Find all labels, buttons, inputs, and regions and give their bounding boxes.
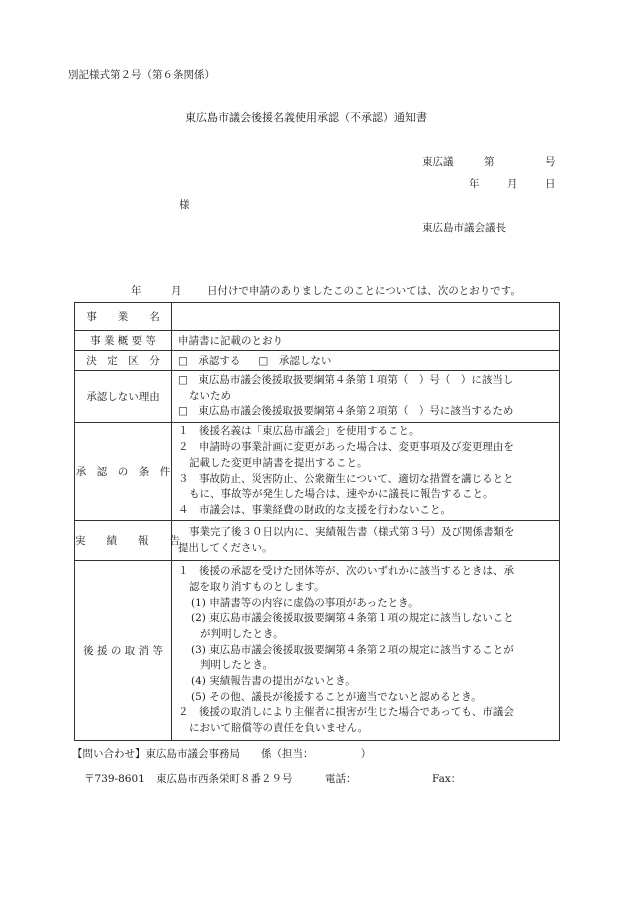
doc-number-prefix: 東広議 <box>422 156 454 168</box>
intro-month: 月 <box>171 285 182 297</box>
row-event-name <box>75 303 560 331</box>
cancellation-line: (4) 実績報告書の提出がないとき。 <box>191 675 356 688</box>
cancellation-line: (1) 申請書等の内容に虚偽の事項があったとき。 <box>191 596 419 609</box>
document-title: 東広島市議会後援名義使用承認（不承認）通知書 <box>185 111 427 124</box>
contact-phone-label: 電話： <box>325 773 357 785</box>
value-decision <box>172 351 560 371</box>
date-year: 年 <box>469 178 480 190</box>
row-summary <box>75 331 560 351</box>
condition-line: ４ 市議会は、事業経費の財政的な支援を行わないこと。 <box>178 503 451 516</box>
condition-line: 記載した変更申請書を提出すること。 <box>189 456 368 469</box>
addressee-sama: 様 <box>179 199 190 211</box>
value-event-name <box>172 303 560 331</box>
contact-postal: 〒739-8601 <box>84 773 145 785</box>
condition-line: ３ 事故防止、災害防止、公衆衛生について、適切な措置を講じるとと <box>178 472 514 485</box>
cancellation-line: が判明したとき。 <box>200 627 284 640</box>
cancellation-line: (3) 東広島市議会後援取扱要綱第４条第２項の規定に該当することが <box>191 643 514 656</box>
cancellation-line: １ 後援の承認を受けた団体等が、次のいずれかに該当するときは、承 <box>178 565 514 578</box>
date-day: 日 <box>545 178 556 190</box>
label-cancellation: 後 援 の 取 消 等 <box>75 561 172 741</box>
label-report: 実 績 報 告 <box>75 521 172 561</box>
reason-line: ないため <box>189 389 231 402</box>
issuer: 東広島市議会議長 <box>422 222 506 234</box>
value-report <box>172 521 560 561</box>
row-cancellation <box>75 561 560 741</box>
condition-line: もに、事故等が発生した場合は、速やかに議長に報告すること。 <box>189 488 494 501</box>
value-cancellation <box>172 561 560 741</box>
value-summary: 申請書に記載のとおり <box>172 331 560 351</box>
label-reason: 承認しない理由 <box>75 371 172 423</box>
contact-address: 東広島市西条栄町８番２９号 <box>156 773 293 785</box>
reason-line: □ 東広島市議会後援取扱要綱第４条第１項第（ ）号（ ）に該当し <box>178 373 514 386</box>
value-conditions <box>172 423 560 521</box>
row-report <box>75 521 560 561</box>
cancellation-line: ２ 後援の取消しにより主催者に損害が生じた場合であっても、市議会 <box>178 706 514 719</box>
reason-line: □ 東広島市議会後援取扱要綱第４条第２項第（ ）号に該当するため <box>178 405 514 418</box>
cancellation-line: (5) その他、議長が後援することが適当でないと認めるとき。 <box>191 690 482 703</box>
option-approve: □ 承認する <box>178 355 241 367</box>
label-decision: 決 定 区 分 <box>75 351 172 371</box>
condition-line: ２ 申請時の事業計画に変更があった場合は、変更事項及び変更理由を <box>178 441 514 454</box>
cancellation-line: において賠償等の責任を負いません。 <box>189 722 369 735</box>
condition-line: １ 後援名義は「東広島市議会」を使用すること。 <box>178 425 420 438</box>
row-conditions <box>75 423 560 521</box>
contact-fax-label: Fax： <box>432 773 462 785</box>
row-decision <box>75 351 560 371</box>
intro-text: 日付けで申請のありましたこのことについては、次のとおりです。 <box>207 285 521 297</box>
cancellation-line: (2) 東広島市議会後援取扱要綱第４条第１項の規定に該当しないこと <box>191 612 514 625</box>
notice-table <box>74 302 560 741</box>
row-reason <box>75 371 560 423</box>
doc-number-dai: 第 <box>484 156 495 168</box>
report-line: 提出してください。 <box>178 541 273 554</box>
form-number: 別記様式第２号（第６条関係） <box>68 69 215 81</box>
intro-year: 年 <box>131 285 142 297</box>
doc-number-go: 号 <box>545 156 556 168</box>
value-reason <box>172 371 560 423</box>
option-reject: □ 承認しない <box>258 355 332 367</box>
label-conditions: 承 認 の 条 件 <box>75 423 172 521</box>
cancellation-line: 判明したとき。 <box>200 659 274 672</box>
contact-line: 【問い合わせ】東広島市議会事務局 係（担当： ） <box>72 748 372 760</box>
label-summary: 事 業 概 要 等 <box>75 331 172 351</box>
date-month: 月 <box>507 178 518 190</box>
label-event-name: 事 業 名 <box>75 303 172 331</box>
report-line: 事業完了後３０日以内に、実績報告書（様式第３号）及び関係書類を <box>189 525 515 538</box>
cancellation-line: 認を取り消すものとします。 <box>189 580 325 593</box>
